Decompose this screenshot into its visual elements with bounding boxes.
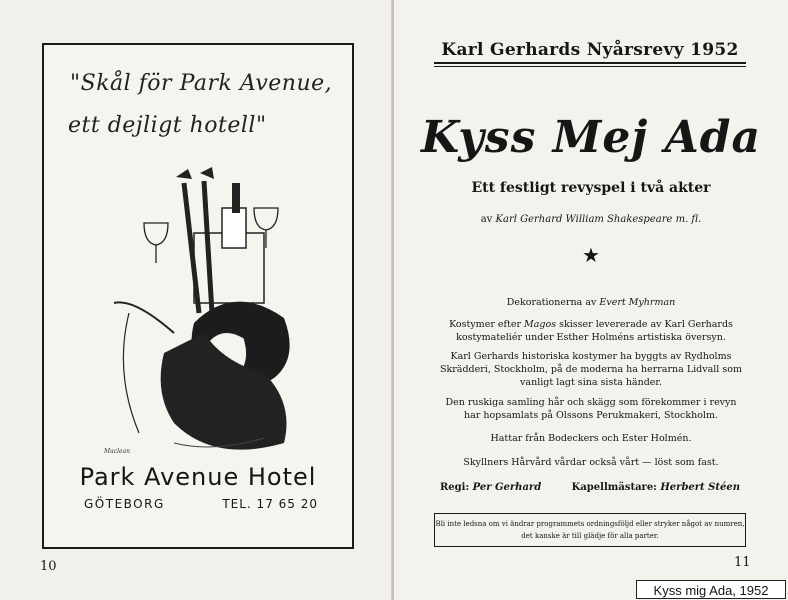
authors-prefix: av: [480, 214, 493, 225]
decorations-name: Evert Myhrman: [599, 297, 676, 308]
page-number-right: 11: [734, 555, 751, 570]
conductor-label: Kapellmästare:: [571, 482, 657, 493]
conductor-credit: [572, 482, 740, 493]
credit-hair-care: Skyllners Hårvård vårdar också vårt — löst som fast.: [463, 457, 719, 468]
star-icon: ★: [582, 243, 600, 267]
hotel-name: Park Avenue Hotel: [79, 463, 317, 491]
credit-wigs: Den ruskiga samling hår och skägg som förekommer i revyn har hopsamlats på Olssons Perukmakeri, Stockholm.: [445, 397, 737, 421]
credit-decorations: [440, 296, 742, 309]
credit-costumes: [440, 318, 742, 344]
image-caption: Kyss mig Ada, 1952: [636, 580, 786, 599]
authors-line: [394, 214, 788, 225]
revue-header: Karl Gerhards Nyårsrevy 1952: [441, 40, 739, 60]
left-page: [0, 0, 392, 600]
header-rule: [434, 62, 746, 64]
hotel-phone: TEL. 17 65 20: [222, 497, 318, 511]
slogan-line-1: "Skål för Park Avenue,: [70, 71, 333, 96]
costumes-text: skisser levererade av Karl Gerhards kostymateliér under Esther Holméns artistiska översyn.: [456, 319, 733, 343]
costumes-designer: Magos: [524, 319, 557, 330]
right-page: [394, 0, 788, 600]
slogan-line-2: ett dejligt hotell": [68, 113, 267, 138]
show-subtitle: Ett festligt revyspel i två akter: [471, 180, 711, 196]
director-label: Regi:: [440, 482, 470, 493]
decorations-prefix: Dekorationerna av: [506, 297, 597, 308]
page-number-left: 10: [40, 559, 57, 574]
credit-hats: Hattar från Bodeckers och Ester Holmén.: [490, 433, 692, 444]
authors-names: Karl Gerhard William Shakespeare m. fl.: [495, 214, 702, 225]
hotel-advertisement: [42, 43, 354, 549]
credit-historical-costumes: Karl Gerhards historiska kostymer ha byggts av Rydholms Skrädderi, Stockholm, på de moderna ha herrarna Lidvall som vanligt lagt sina sista händer.: [440, 351, 742, 388]
conductor-name: Herbert Stéen: [660, 482, 740, 493]
hotel-city: GÖTEBORG: [84, 497, 165, 511]
director-name: Per Gerhard: [472, 482, 542, 493]
party-illustration: [104, 163, 294, 463]
program-notice: Bli inte ledsna om vi ändrar programmets ordningsföljd eller stryker något av numren, det kanske är till glädje för alla parter.: [434, 513, 746, 547]
costumes-prefix: Kostymer efter: [449, 319, 521, 330]
show-title: Kyss Mej Ada: [420, 112, 762, 163]
director-credit: [440, 482, 541, 493]
header-rule-thin: [434, 66, 746, 67]
illustration-signature: Maclean: [104, 448, 130, 455]
